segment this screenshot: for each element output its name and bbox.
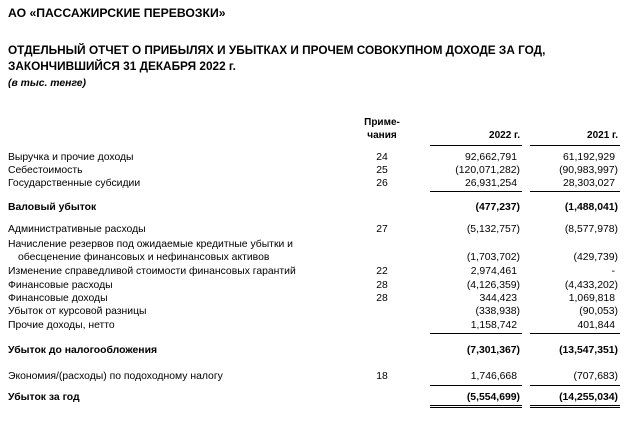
row-value-2021: - (611, 266, 615, 277)
row-label: Изменение справедливой стоимости финансовых гарантий (8, 266, 296, 277)
table-row-loss-before-tax (0, 344, 626, 357)
header-underline-2021 (530, 145, 620, 146)
row-value-2022: (338,938) (475, 306, 520, 317)
row-value-2021: (14,255,034) (559, 392, 618, 403)
table-row-subsidies (0, 177, 626, 190)
row-value-2022: (4,126,359) (466, 280, 520, 291)
row-value-2021: (8,577,978) (564, 224, 618, 235)
row-value-2022: 344,423 (479, 293, 517, 304)
row-label: обесценение финансовых и нефинансовых активов (18, 252, 270, 263)
row-value-2021: 28,303,027 (562, 178, 615, 189)
table-row-provisions-line2 (0, 251, 626, 264)
table-row-income-tax (0, 370, 626, 383)
row-label: Прочие доходы, нетто (8, 320, 115, 331)
column-header-2021: 2021 г. (587, 130, 618, 141)
column-header-notes-line2: чания (367, 130, 397, 141)
report-title (8, 42, 618, 74)
total-double-line-2022-a (430, 405, 522, 406)
row-value-2021: (707,683) (573, 371, 618, 382)
table-row-other-income (0, 319, 626, 332)
subtotal-line-2021 (530, 333, 620, 334)
table-row-revenue (0, 151, 626, 164)
row-value-2021: (90,053) (579, 306, 618, 317)
row-label: Государственные субсидии (8, 178, 141, 189)
table-row-gross-loss (0, 201, 626, 214)
table-row-guarantees (0, 265, 626, 278)
column-header-notes (358, 116, 406, 142)
total-double-line-2021-b (530, 407, 620, 408)
row-value-2022: 1,746,668 (470, 371, 517, 382)
row-value-2022: 1,158,742 (470, 320, 517, 331)
table-row-admin-expenses (0, 223, 626, 236)
row-note: 22 (376, 266, 388, 277)
row-label: Себестоимость (8, 165, 83, 176)
row-value-2022: (5,554,699) (466, 392, 520, 403)
report-title-line2: ЗАКОНЧИВШИЙСЯ 31 ДЕКАБРЯ 2022 г. (8, 59, 236, 73)
row-value-2021: 1,069,818 (568, 293, 615, 304)
table-row-finance-expenses (0, 279, 626, 292)
row-note: 27 (376, 224, 388, 235)
company-name: АО «ПАССАЖИРСКИЕ ПЕРЕВОЗКИ» (8, 6, 226, 20)
row-value-2022: 92,662,791 (464, 152, 517, 163)
row-value-2021: (4,433,202) (564, 280, 618, 291)
report-title-line1: ОТДЕЛЬНЫЙ ОТЧЕТ О ПРИБЫЛЯХ И УБЫТКАХ И ПРОЧЕМ СОВОКУПНОМ ДОХОДЕ ЗА ГОД, (8, 43, 546, 57)
row-label: Убыток до налогообложения (8, 345, 158, 356)
row-note: 25 (376, 165, 388, 176)
table-row-fx-loss (0, 305, 626, 318)
subtotal-line-2022 (430, 385, 522, 386)
total-double-line-2021-a (530, 405, 620, 406)
row-value-2022: (1,703,702) (466, 252, 520, 263)
subtotal-line-2021 (530, 191, 620, 192)
subtotal-line-2022 (430, 333, 522, 334)
row-value-2021: (13,547,351) (559, 345, 618, 356)
row-value-2022: 26,931,254 (464, 178, 517, 189)
row-label: Убыток от курсовой разницы (8, 306, 147, 317)
table-row-finance-income (0, 292, 626, 305)
row-note: 24 (376, 152, 388, 163)
subtotal-line-2021 (530, 385, 620, 386)
row-value-2021: (90,983,997) (559, 165, 618, 176)
row-value-2022: (7,301,367) (466, 345, 520, 356)
row-value-2021: (1,488,041) (564, 202, 618, 213)
row-label: Выручка и прочие доходы (8, 152, 134, 163)
units-note: (в тыс. тенге) (8, 78, 86, 89)
row-value-2021: 61,192,929 (562, 152, 615, 163)
row-note: 28 (376, 280, 388, 291)
row-value-2021: 401,844 (577, 320, 615, 331)
row-note: 28 (376, 293, 388, 304)
total-double-line-2022-b (430, 407, 522, 408)
row-label: Административные расходы (8, 224, 146, 235)
row-value-2022: (120,071,282) (455, 165, 520, 176)
subtotal-line-2022 (430, 191, 522, 192)
row-note: 18 (376, 371, 388, 382)
row-label: Финансовые расходы (8, 280, 113, 291)
header-underline-2022 (430, 145, 522, 146)
table-row-provisions-line1 (0, 238, 626, 251)
table-row-loss-for-year (0, 391, 626, 404)
row-value-2022: (5,132,757) (466, 224, 520, 235)
row-value-2022: (477,237) (475, 202, 520, 213)
table-row-cost (0, 164, 626, 177)
row-note: 26 (376, 178, 388, 189)
row-value-2021: (429,739) (573, 252, 618, 263)
column-header-2022: 2022 г. (489, 130, 520, 141)
row-label: Финансовые доходы (8, 293, 108, 304)
row-label: Экономия/(расходы) по подоходному налогу (8, 371, 223, 382)
row-label: Начисление резервов под ожидаемые кредитные убытки и (8, 239, 293, 250)
row-label: Убыток за год (8, 392, 80, 403)
column-header-notes-line1: Приме- (364, 117, 400, 128)
row-label: Валовый убыток (8, 202, 97, 213)
row-value-2022: 2,974,461 (470, 266, 517, 277)
